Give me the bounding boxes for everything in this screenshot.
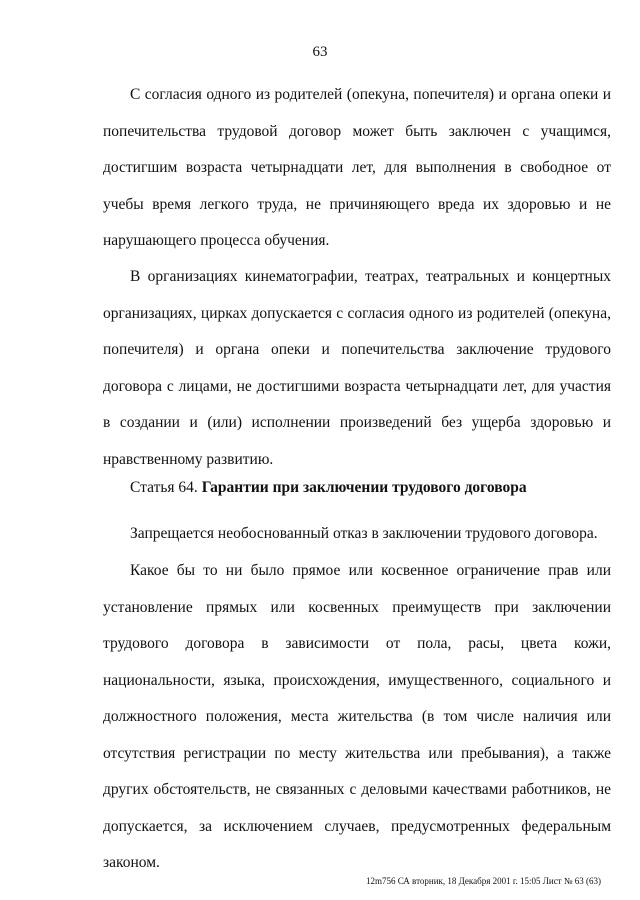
paragraph: С согласия одного из родителей (опекуна, попечителя) и органа опеки и попечительства трудовой договор может быть заключен с учащимся, достигшим возраста четырнадцати лет, для выполнения в свободное от учебы время легкого труда, не причиняющего вреда их здоровью и не нарушающего процесса обучения.	[103, 86, 611, 249]
paragraph: Запрещается необоснованный отказ в заключении трудового договора.	[130, 525, 598, 542]
paragraph: В организациях кинематографии, театрах, театральных и концертных организациях, цирках допускается с согласия одного из родителей (опекуна, попечителя) и органа опеки и попечительства заключение трудового договора с лицами, не достигшими возраста четырнадцати лет, для участия в создании и (или) исполнении произведений без ущерба здоровью и нравственному развитию.	[103, 268, 611, 468]
page-footer: 12m756 СА вторник, 18 Декабря 2001 г. 15:05 Лист № 63 (63)	[366, 876, 601, 886]
article-number: Статья 64.	[130, 479, 198, 496]
page-number: 63	[312, 44, 328, 60]
paragraph: Какое бы то ни было прямое или косвенное ограничение прав или установление прямых или косвенных преимуществ при заключении трудового договора в зависимости от пола, расы, цвета кожи, национальности, языка, происхождения, имущественного, социального и должностного положения, места жительства (в том числе наличия или отсутствия регистрации по месту жительства или пребывания), а также других обстоятельств, не связанных с деловыми качествами работников, не допускается, за исключением случаев, предусмотренных федеральным законом.	[103, 562, 611, 871]
article-title: Гарантии при заключении трудового договора	[201, 479, 527, 496]
article-heading	[130, 470, 527, 506]
